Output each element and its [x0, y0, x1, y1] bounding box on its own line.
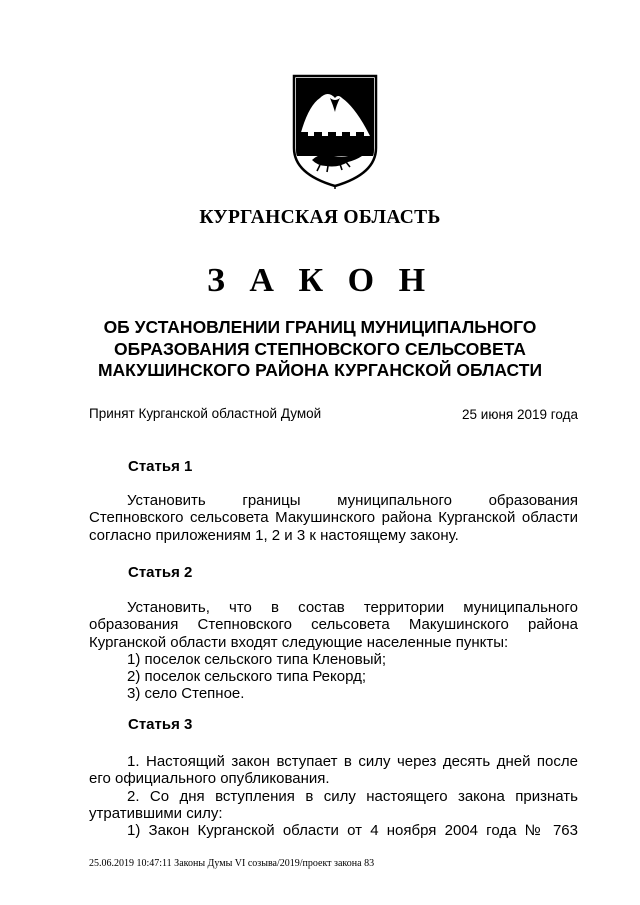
law-subject-line: ОБРАЗОВАНИЯ СТЕПНОВСКОГО СЕЛЬСОВЕТА: [114, 338, 526, 359]
adopted-by: Принят Курганской областной Думой: [89, 406, 322, 421]
article-line: 1. Настоящий закон вступает в силу через десять дней после: [127, 753, 578, 770]
kurgan-coat-of-arms-icon: [290, 72, 380, 190]
law-subject-line: ОБ УСТАНОВЛЕНИИ ГРАНИЦ МУНИЦИПАЛЬНОГО: [103, 317, 537, 337]
adoption-date: 25 июня 2019 года: [462, 407, 578, 422]
region-title: КУРГАНСКАЯ ОБЛАСТЬ: [199, 207, 441, 228]
article-line: Курганской области входят следующие населенные пункты:: [89, 633, 509, 651]
article-3-heading: Статья 3: [128, 716, 193, 733]
article-line: 1) поселок сельского типа Кленовый;: [127, 650, 387, 668]
law-subject: [60, 317, 580, 382]
article-line: 1) Закон Курганской области от 4 ноября 2004 года № 763: [127, 822, 578, 840]
article-line: согласно приложениям 1, 2 и 3 к настоящему закону.: [89, 526, 459, 544]
article-2-body: [89, 599, 578, 703]
law-subject-line: МАКУШИНСКОГО РАЙОНА КУРГАНСКОЙ ОБЛАСТИ: [97, 360, 543, 380]
article-line: его официального опубликования.: [89, 770, 330, 788]
article-line: Установить границы муниципального образования: [127, 492, 578, 509]
article-3-body: [89, 753, 578, 839]
article-2-heading: Статья 2: [128, 564, 193, 581]
article-1-body: [89, 492, 578, 544]
article-line: образования Степновского сельсовета Макушинского района: [89, 616, 578, 634]
article-line: Степновского сельсовета Макушинского района Курганской области: [89, 509, 578, 527]
article-1-heading: Статья 1: [128, 458, 193, 475]
article-line: утратившими силу:: [89, 804, 223, 822]
document-type: З А К О Н: [206, 262, 434, 299]
article-line: 3) село Степное.: [127, 685, 245, 703]
article-line: 2. Со дня вступления в силу настоящего закона признать: [127, 787, 578, 805]
document-footer: 25.06.2019 10:47:11 Законы Думы VI созыва/2019/проект закона 83: [89, 858, 375, 869]
article-line: Установить, что в состав территории муниципального: [127, 599, 578, 616]
article-line: 2) поселок сельского типа Рекорд;: [127, 668, 367, 686]
